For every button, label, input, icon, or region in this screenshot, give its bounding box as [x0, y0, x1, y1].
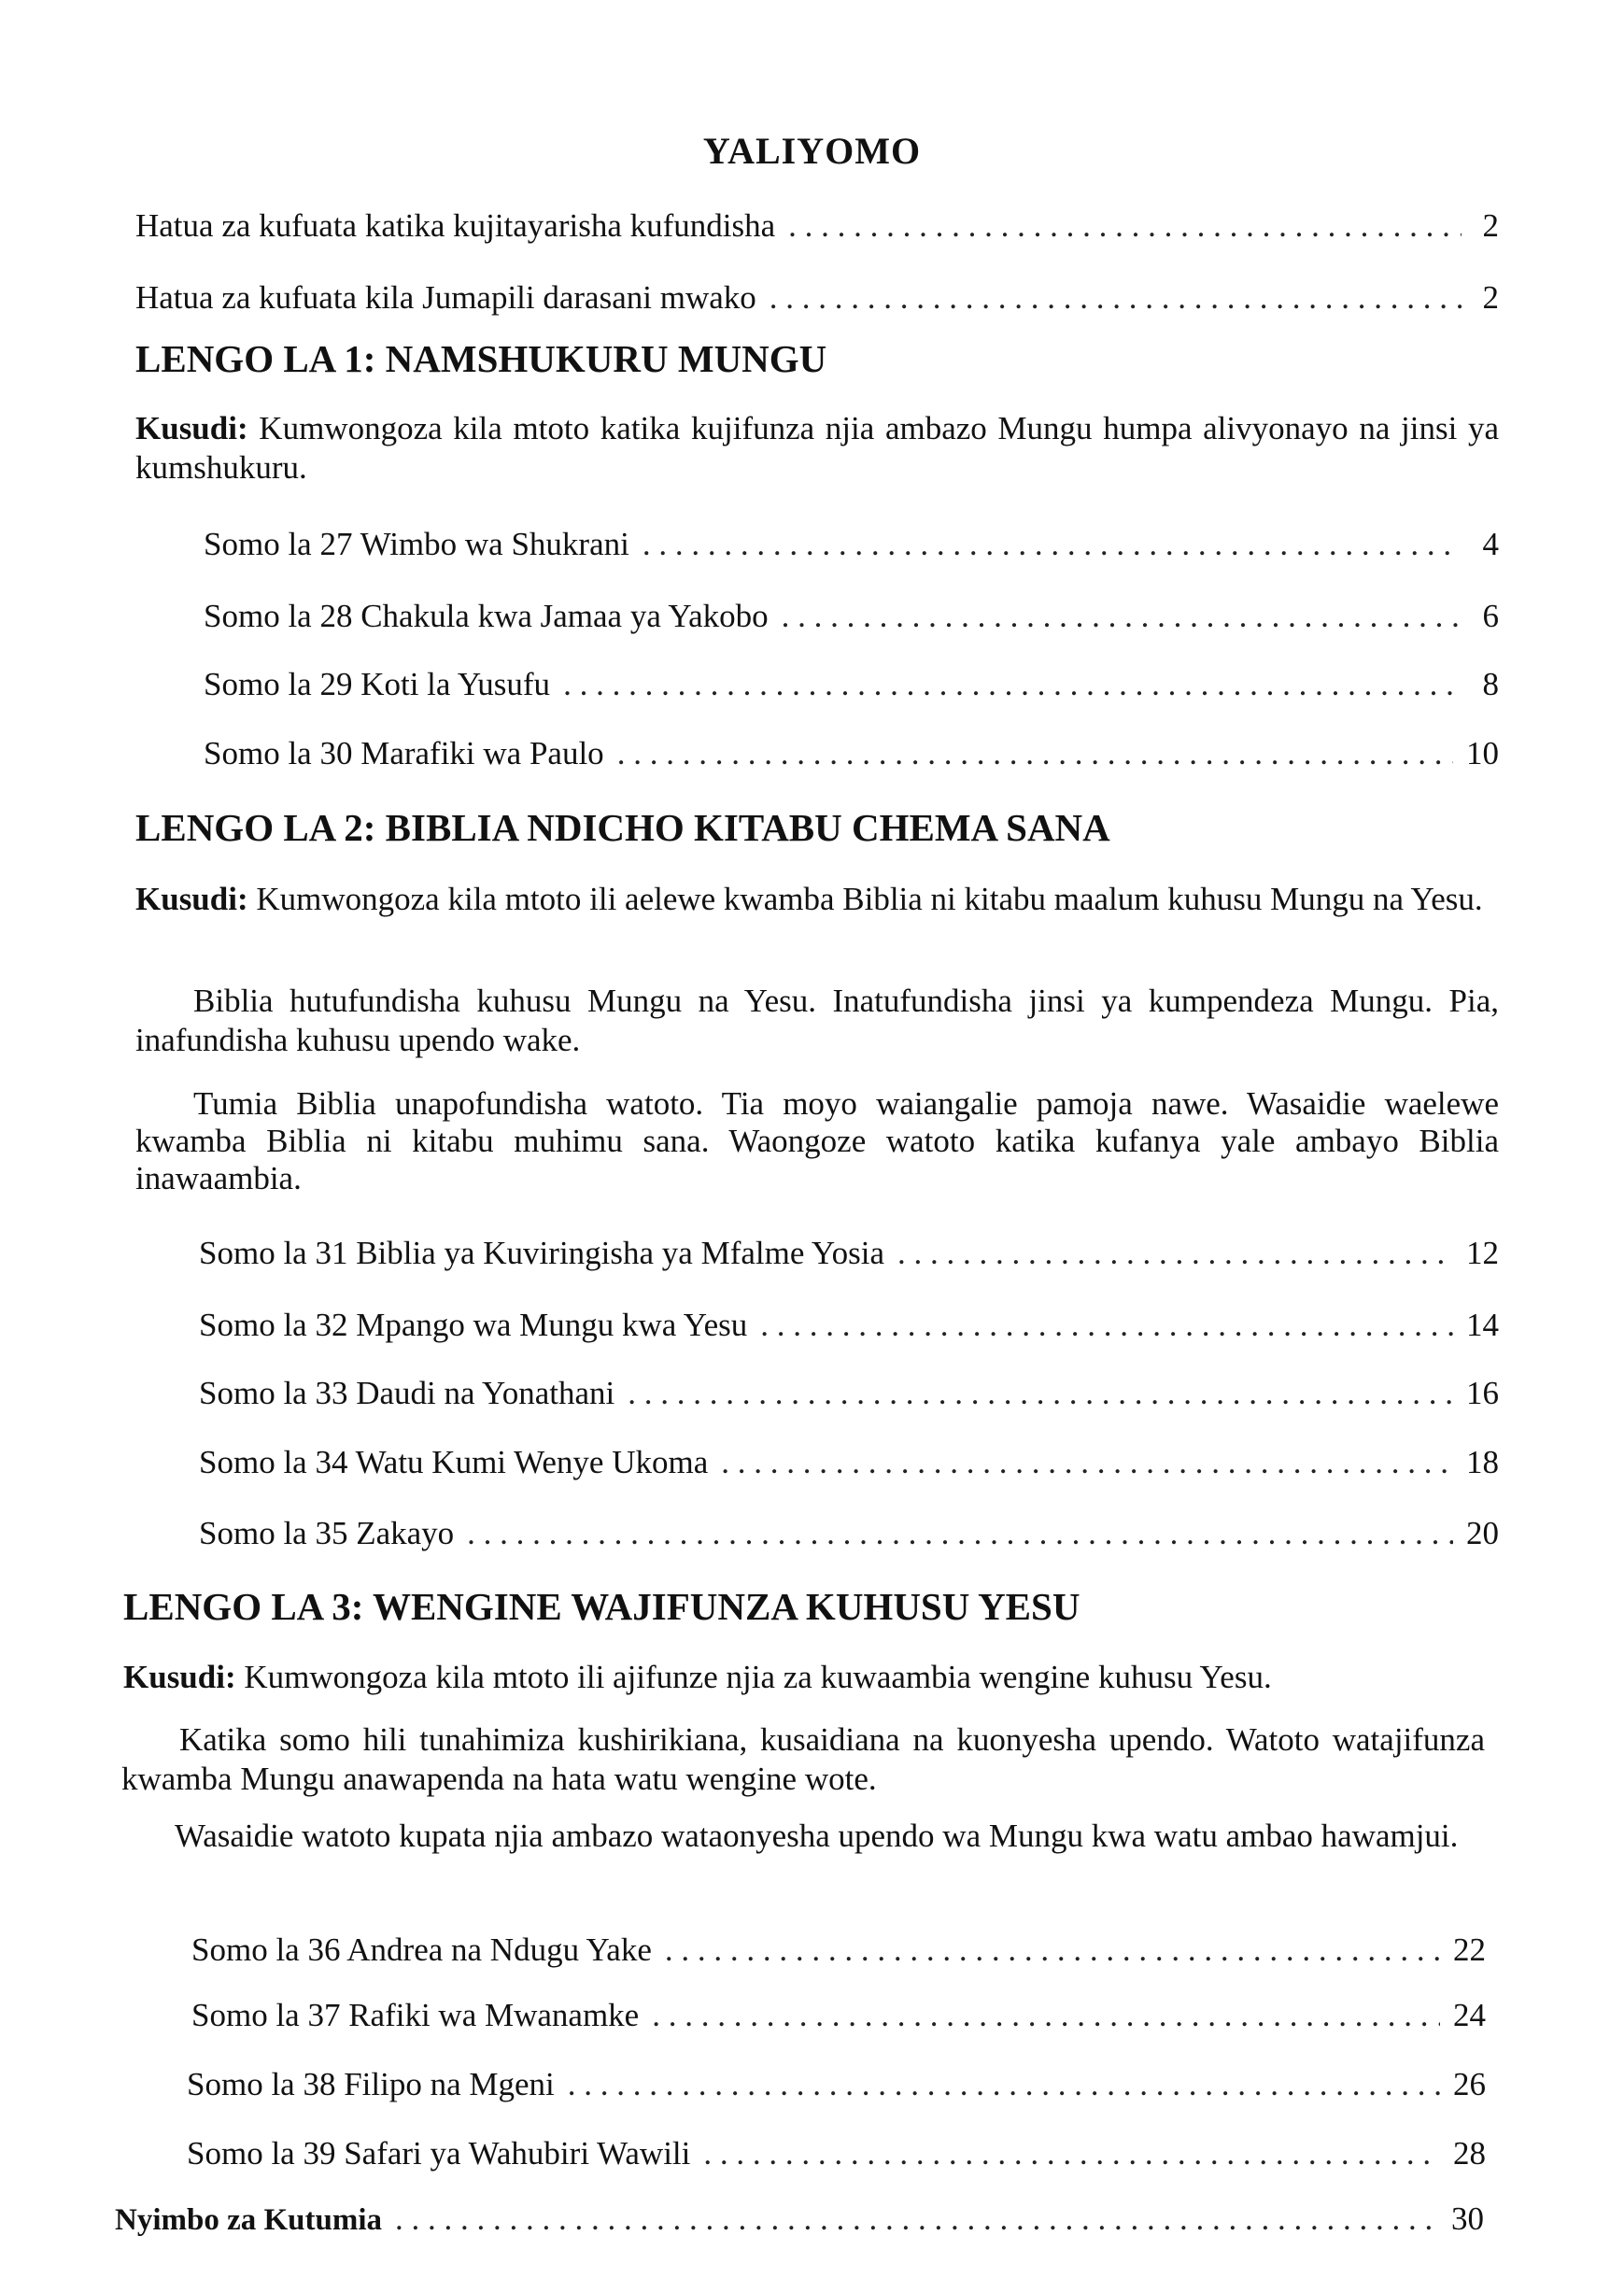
toc-label: Somo la 27 Wimbo wa Shukrani	[204, 526, 629, 562]
kusudi-label: Kusudi:	[123, 1659, 236, 1695]
leader-dots	[703, 2135, 1440, 2172]
toc-entry[interactable]	[199, 1307, 1499, 1344]
page-number: 18	[1466, 1444, 1499, 1480]
toc-entry[interactable]	[191, 1997, 1486, 2034]
page-number: 6	[1482, 598, 1499, 634]
page-number: 24	[1453, 1997, 1486, 2033]
toc-entry[interactable]	[187, 2135, 1486, 2172]
kusudi-paragraph	[135, 409, 1499, 488]
leader-dots	[760, 1307, 1453, 1344]
page-number: 20	[1466, 1515, 1499, 1551]
toc-entry[interactable]	[135, 207, 1499, 245]
toc-entry[interactable]	[199, 1375, 1499, 1412]
body-paragraph: Tumia Biblia unapofundisha watoto. Tia moyo waiangalie pamoja nawe. Wasaidie waelewe kwamba Biblia ni kitabu muhimu sana. Waongoze watoto katika kufanya yale ambayo Biblia inawaambia.	[135, 1085, 1499, 1196]
toc-label: Somo la 37 Rafiki wa Mwanamke	[191, 1997, 640, 2033]
toc-label: Somo la 35 Zakayo	[199, 1515, 455, 1551]
kusudi-paragraph	[135, 880, 1499, 919]
toc-label: Nyimbo za Kutumia	[115, 2203, 383, 2237]
kusudi-text: Kumwongoza kila mtoto ili aelewe kwamba Biblia ni kitabu maalum kuhusu Mungu na Yesu.	[256, 881, 1483, 917]
kusudi-paragraph	[123, 1658, 1487, 1697]
toc-entry[interactable]	[204, 526, 1499, 563]
leader-dots	[782, 598, 1462, 635]
toc-entry[interactable]	[204, 666, 1499, 703]
page-number: 28	[1453, 2135, 1486, 2172]
toc-label: Somo la 28 Chakula kwa Jamaa ya Yakobo	[204, 598, 769, 634]
page-number: 30	[1451, 2200, 1484, 2237]
leader-dots	[617, 735, 1453, 772]
toc-entry[interactable]	[204, 598, 1499, 635]
toc-label: Somo la 32 Mpango wa Mungu kwa Yesu	[199, 1307, 748, 1343]
toc-label: Hatua za kufuata katika kujitayarisha kufundisha	[135, 207, 776, 244]
toc-label: Somo la 38 Filipo na Mgeni	[187, 2066, 555, 2102]
leader-dots	[665, 1931, 1440, 1969]
toc-label: Somo la 30 Marafiki wa Paulo	[204, 735, 604, 771]
section-heading: LENGO LA 2: BIBLIA NDICHO KITABU CHEMA SANA	[135, 806, 1110, 849]
page-number: 2	[1482, 279, 1499, 316]
toc-label: Hatua za kufuata kila Jumapili darasani mwako	[135, 279, 756, 316]
leader-dots	[395, 2200, 1438, 2238]
page-number: 4	[1482, 526, 1499, 562]
page-number: 22	[1453, 1931, 1486, 1968]
page-title: YALIYOMO	[702, 130, 922, 172]
page-number: 16	[1466, 1375, 1499, 1411]
body-paragraph: Biblia hutufundisha kuhusu Mungu na Yesu. Inatufundisha jinsi ya kumpendeza Mungu. Pia, inafundisha kuhusu upendo wake.	[135, 983, 1499, 1058]
body-paragraph: Wasaidie watoto kupata njia ambazo wataonyesha upendo wa Mungu kwa watu ambao hawamjui.	[175, 1818, 1459, 1854]
toc-entry[interactable]	[187, 2066, 1486, 2103]
leader-dots	[721, 1444, 1453, 1481]
kusudi-label: Kusudi:	[135, 410, 248, 446]
page-number: 14	[1466, 1307, 1499, 1343]
leader-dots	[643, 526, 1462, 563]
leader-dots	[788, 207, 1462, 245]
kusudi-label: Kusudi:	[135, 881, 248, 917]
leader-dots	[652, 1997, 1440, 2034]
toc-label: Somo la 31 Biblia ya Kuviringisha ya Mfalme Yosia	[199, 1235, 884, 1271]
toc-entry-songs[interactable]	[115, 2200, 1484, 2238]
leader-dots	[897, 1235, 1453, 1272]
section-heading: LENGO LA 3: WENGINE WAJIFUNZA KUHUSU YESU	[123, 1585, 1080, 1628]
leader-dots	[568, 2066, 1440, 2103]
toc-entry[interactable]	[135, 279, 1499, 317]
page-number: 10	[1466, 735, 1499, 771]
page-number: 8	[1482, 666, 1499, 702]
toc-label: Somo la 36 Andrea na Ndugu Yake	[191, 1931, 652, 1968]
body-paragraph: Katika somo hili tunahimiza kushirikiana, kusaidiana na kuonyesha upendo. Watoto watajifunza kwamba Mungu anawapenda na hata watu wengine wote.	[121, 1721, 1485, 1797]
kusudi-text: Kumwongoza kila mtoto katika kujifunza njia ambazo Mungu humpa alivyonayo na jinsi ya kumshukuru.	[135, 410, 1500, 486]
toc-label: Somo la 34 Watu Kumi Wenye Ukoma	[199, 1444, 709, 1480]
toc-entry[interactable]	[199, 1515, 1499, 1552]
toc-label: Somo la 39 Safari ya Wahubiri Wawili	[187, 2135, 691, 2172]
kusudi-text: Kumwongoza kila mtoto ili ajifunze njia za kuwaambia wengine kuhusu Yesu.	[244, 1659, 1272, 1695]
leader-dots	[467, 1515, 1453, 1552]
page-number: 2	[1482, 207, 1499, 244]
leader-dots	[563, 666, 1462, 703]
toc-entry[interactable]	[191, 1931, 1486, 1969]
toc-entry[interactable]	[199, 1235, 1499, 1272]
leader-dots	[770, 279, 1462, 317]
section-heading: LENGO LA 1: NAMSHUKURU MUNGU	[135, 337, 827, 380]
leader-dots	[628, 1375, 1453, 1412]
toc-entry[interactable]	[199, 1444, 1499, 1481]
toc-entry[interactable]	[204, 735, 1499, 772]
page-number: 12	[1466, 1235, 1499, 1271]
page-number: 26	[1453, 2066, 1486, 2102]
toc-label: Somo la 33 Daudi na Yonathani	[199, 1375, 615, 1411]
toc-label: Somo la 29 Koti la Yusufu	[204, 666, 551, 702]
